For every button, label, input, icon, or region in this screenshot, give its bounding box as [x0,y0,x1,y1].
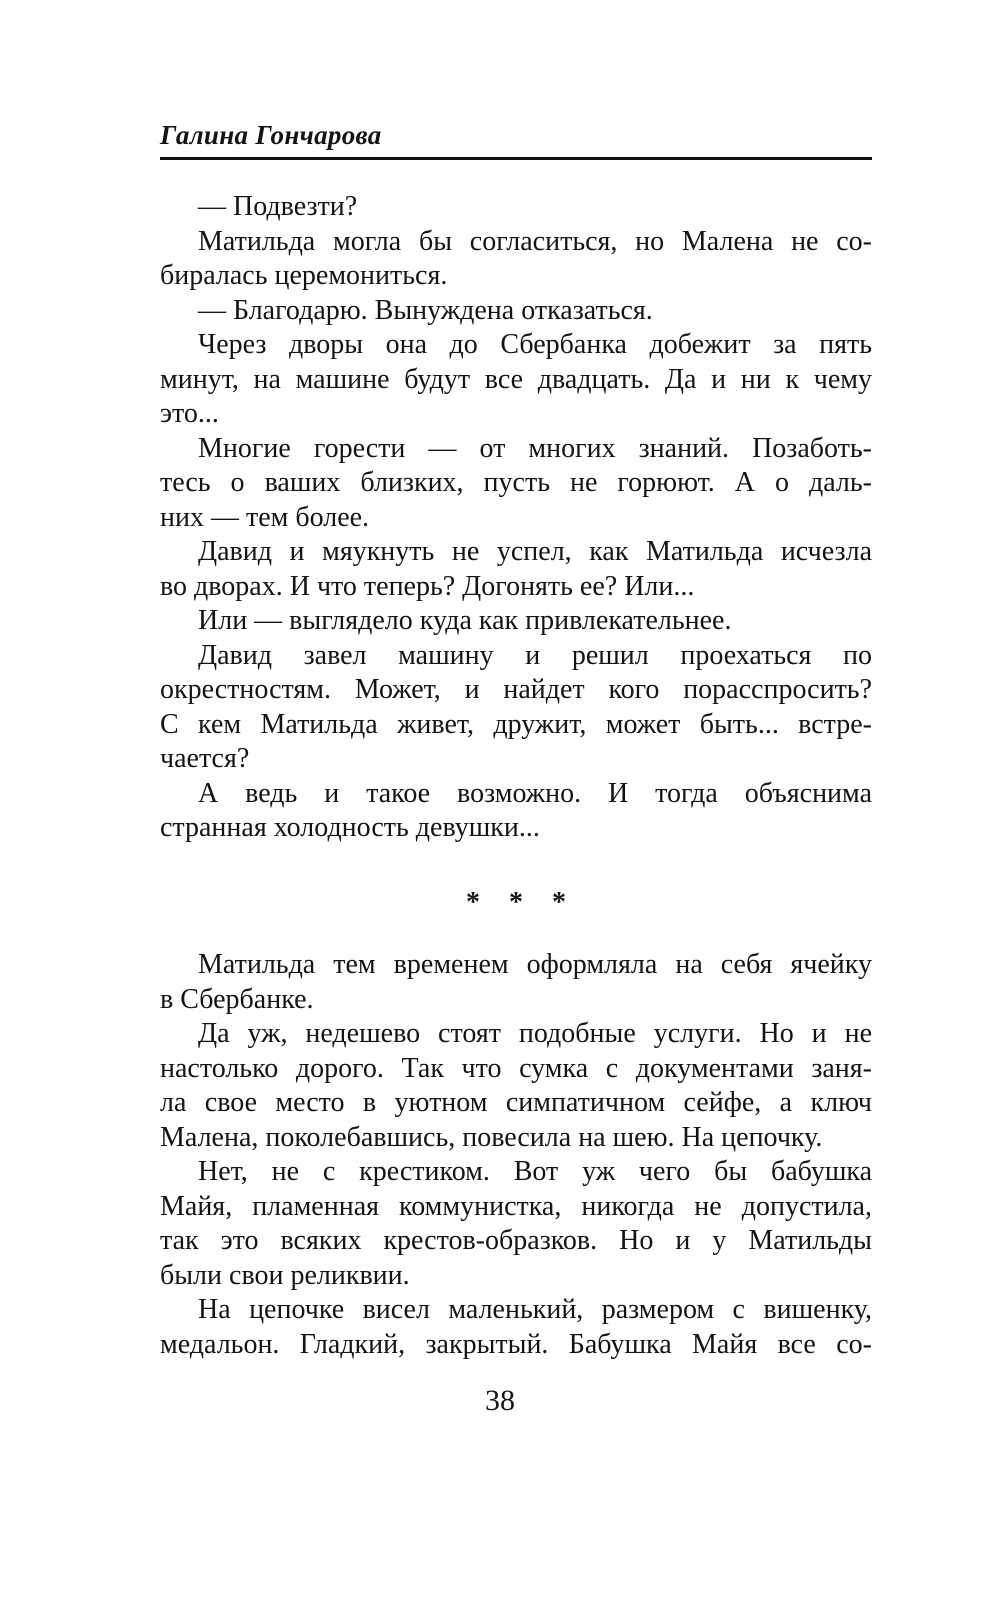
text-line: биралась церемониться. [160,260,448,291]
text-line: странная холодность девушки... [160,812,540,843]
text-line: Давид и мяукнуть не успел, как Матильда исчезла [198,536,872,567]
text-line: Матильда могла бы согласиться, но Малена не со- [198,225,872,257]
text-line: так это всяких крестов-образков. Но и у Матильды [160,1225,872,1256]
text-line: Многие горести — от многих знаний. Позаботь- [198,432,872,464]
text-line: Давид завел машину и решил проехаться по [198,639,872,671]
header-rule [160,157,872,160]
text-line: тесь о ваших близких, пусть не горюют. А о даль- [160,467,872,498]
text-line: во дворах. И что теперь? Догонять ее? Или... [160,570,695,602]
text-line: Да уж, недешево стоят подобные услуги. Но и не [198,1018,872,1049]
text-line: На цепочке висел маленький, размером с вишенку, [198,1294,872,1325]
text-line: — Подвезти? [198,191,358,222]
running-header [160,120,872,160]
text-line: минут, на машине будут все двадцать. Да и ни к чему [160,363,872,395]
text-line: Малена, поколебавшись, повесила на шею. На цепочку. [160,1121,823,1153]
text-line: — Благодарю. Вынуждена отказаться. [198,294,653,326]
text-line: медальон. Гладкий, закрытый. Бабушка Майя все со- [160,1328,872,1360]
text-line: Или — выглядело куда как привлекательнее. [198,605,732,636]
text-block [160,190,872,1362]
section-separator: * * * [466,886,566,918]
text-line: в Сбербанке. [160,983,314,1015]
text-line: Нет, не с крестиком. Вот уж чего бы бабушка [198,1156,872,1187]
text-line: были свои реликвии. [160,1259,410,1291]
text-line: Майя, пламенная коммунистка, никогда не допустила, [160,1190,872,1222]
text-line: Матильда тем временем оформляла на себя ячейку [198,949,872,980]
text-line: чается? [160,743,250,774]
text-line: С кем Матильда живет, дружит, может быть... встре- [160,708,872,740]
text-line: окрестностям. Может, и найдет кого порасспросить? [160,674,872,705]
author-name: Галина Гончарова [160,120,382,150]
text-line: А ведь и такое возможно. И тогда объяснима [198,777,872,809]
text-line: настолько дорого. Так что сумка с документами заня- [160,1052,872,1084]
text-line: Через дворы она до Сбербанка добежит за пять [198,329,872,360]
text-line: них — тем более. [160,501,370,533]
text-line: ла свое место в уютном симпатичном сейфе, а ключ [160,1087,872,1118]
page-number: 38 [485,1384,515,1417]
text-line: это... [160,398,219,429]
